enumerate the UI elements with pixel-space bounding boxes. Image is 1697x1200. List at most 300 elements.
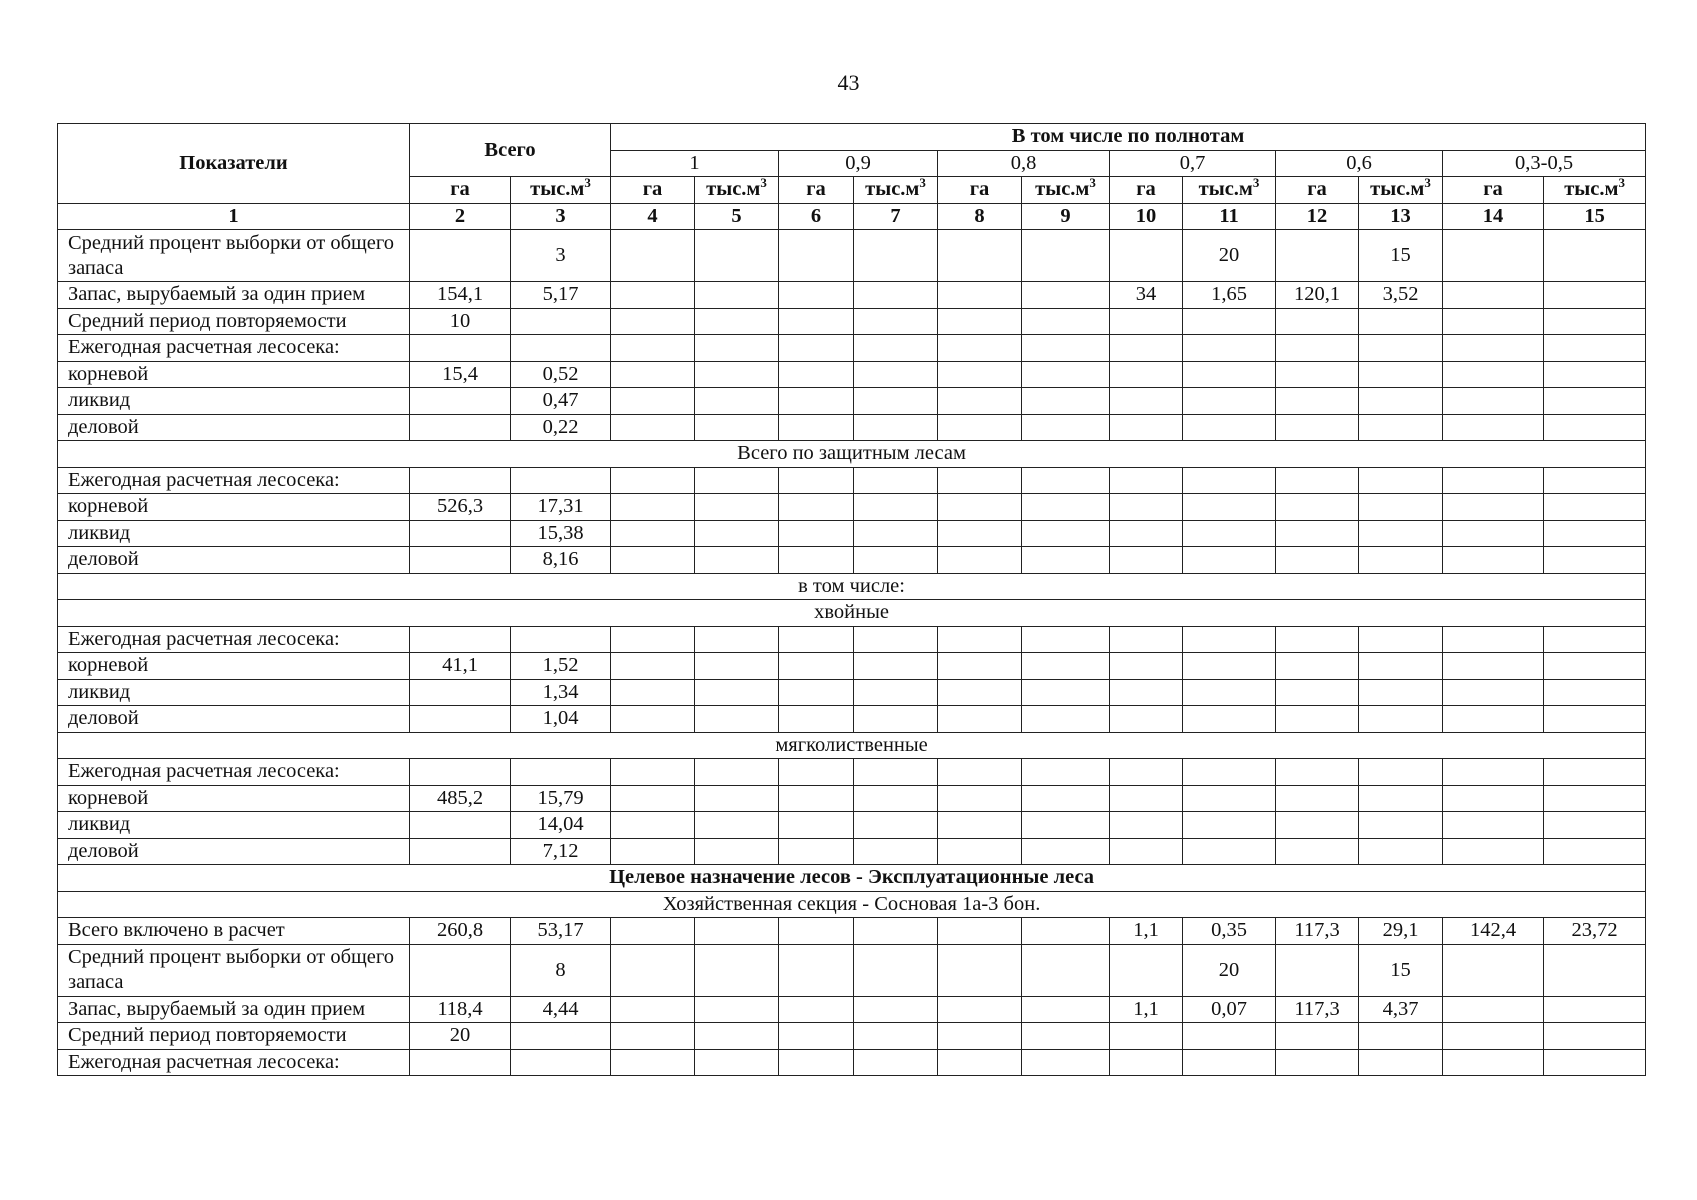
table-cell xyxy=(695,520,779,547)
table-cell xyxy=(1443,944,1544,996)
table-cell xyxy=(695,759,779,786)
table-cell xyxy=(854,812,938,839)
table-cell xyxy=(1022,759,1110,786)
table-cell xyxy=(1443,467,1544,494)
table-cell xyxy=(1359,626,1443,653)
row-label: Средний процент выборки от общего запаса xyxy=(58,944,410,996)
table-cell xyxy=(1022,547,1110,574)
table-cell: 260,8 xyxy=(410,918,511,945)
table-cell xyxy=(695,944,779,996)
row-label: ликвид xyxy=(58,520,410,547)
table-cell xyxy=(1544,838,1646,865)
table-cell xyxy=(695,547,779,574)
table-cell: 3 xyxy=(511,230,611,282)
table-cell xyxy=(1110,494,1183,521)
table-cell xyxy=(1544,679,1646,706)
table-cell xyxy=(410,944,511,996)
table-cell xyxy=(1022,944,1110,996)
header-total: Всего xyxy=(410,124,611,177)
table-cell xyxy=(1544,361,1646,388)
table-cell xyxy=(1022,361,1110,388)
table-cell xyxy=(611,414,695,441)
header-unit-volume xyxy=(854,177,938,204)
table-cell xyxy=(938,812,1022,839)
table-cell xyxy=(695,230,779,282)
row-label: деловой xyxy=(58,838,410,865)
table-cell xyxy=(511,308,611,335)
table-cell xyxy=(410,1049,511,1076)
table-cell xyxy=(938,388,1022,415)
table-cell xyxy=(1276,361,1359,388)
row-label: ликвид xyxy=(58,812,410,839)
table-cell xyxy=(695,679,779,706)
table-cell: 142,4 xyxy=(1443,918,1544,945)
table-cell xyxy=(1276,812,1359,839)
table-cell xyxy=(1183,414,1276,441)
table-cell: 0,07 xyxy=(1183,996,1276,1023)
table-cell xyxy=(854,414,938,441)
header-by-density: В том числе по полнотам xyxy=(611,124,1646,151)
table-row xyxy=(58,626,1646,653)
table-cell xyxy=(938,918,1022,945)
table-cell xyxy=(938,520,1022,547)
table-cell: 0,52 xyxy=(511,361,611,388)
section-title: хвойные xyxy=(58,600,1646,627)
table-cell xyxy=(611,520,695,547)
table-cell xyxy=(854,785,938,812)
table-row xyxy=(58,361,1646,388)
header-density-0: 1 xyxy=(611,150,779,177)
table-cell xyxy=(1183,812,1276,839)
table-row xyxy=(58,282,1646,309)
table-cell xyxy=(1276,838,1359,865)
table-cell xyxy=(1022,414,1110,441)
table-cell xyxy=(1022,785,1110,812)
table-cell xyxy=(410,679,511,706)
table-cell xyxy=(1443,414,1544,441)
table-cell xyxy=(1276,626,1359,653)
table-cell xyxy=(854,1023,938,1050)
header-unit-volume-exponent: 3 xyxy=(1618,176,1625,191)
table-cell xyxy=(1359,759,1443,786)
table-cell xyxy=(1022,1023,1110,1050)
table-cell xyxy=(1359,308,1443,335)
table-cell xyxy=(854,759,938,786)
table-cell xyxy=(1544,1049,1646,1076)
table-cell xyxy=(1443,230,1544,282)
table-cell xyxy=(1544,547,1646,574)
table-cell xyxy=(611,838,695,865)
table-cell xyxy=(1110,230,1183,282)
table-cell xyxy=(410,706,511,733)
table-cell xyxy=(1276,467,1359,494)
table-cell xyxy=(1276,547,1359,574)
table-cell xyxy=(1110,520,1183,547)
table-cell xyxy=(854,679,938,706)
section-row xyxy=(58,732,1646,759)
table-cell xyxy=(1276,1049,1359,1076)
header-unit-volume-exponent: 3 xyxy=(760,176,767,191)
table-cell xyxy=(511,335,611,362)
table-cell xyxy=(779,361,854,388)
table-cell xyxy=(938,626,1022,653)
header-unit-volume-text: тыс.м xyxy=(1370,178,1425,201)
table-cell xyxy=(1544,308,1646,335)
table-cell xyxy=(1022,996,1110,1023)
header-unit-volume xyxy=(511,177,611,204)
table-row xyxy=(58,679,1646,706)
table-cell: 154,1 xyxy=(410,282,511,309)
table-cell xyxy=(695,918,779,945)
table-cell xyxy=(779,230,854,282)
table-cell xyxy=(695,414,779,441)
table-cell xyxy=(1110,467,1183,494)
table-cell xyxy=(938,759,1022,786)
table-cell xyxy=(779,653,854,680)
column-number: 9 xyxy=(1022,203,1110,230)
table-cell xyxy=(1359,414,1443,441)
table-cell xyxy=(1183,494,1276,521)
table-cell xyxy=(1022,282,1110,309)
table-cell xyxy=(854,308,938,335)
table-cell xyxy=(611,812,695,839)
table-cell: 4,37 xyxy=(1359,996,1443,1023)
table-cell xyxy=(938,838,1022,865)
table-cell xyxy=(695,626,779,653)
table-cell xyxy=(1022,1049,1110,1076)
table-row xyxy=(58,230,1646,282)
table-cell: 7,12 xyxy=(511,838,611,865)
table-cell xyxy=(854,996,938,1023)
table-cell xyxy=(611,1023,695,1050)
table-cell xyxy=(1110,812,1183,839)
table-cell xyxy=(854,335,938,362)
table-cell xyxy=(1183,335,1276,362)
table-cell xyxy=(938,785,1022,812)
table-cell xyxy=(695,335,779,362)
header-density-2: 0,8 xyxy=(938,150,1110,177)
table-cell xyxy=(779,547,854,574)
section-title: Хозяйственная секция - Сосновая 1а-3 бон. xyxy=(58,891,1646,918)
table-cell xyxy=(1110,838,1183,865)
table-cell xyxy=(1359,785,1443,812)
table-cell xyxy=(611,361,695,388)
table-cell xyxy=(1443,1023,1544,1050)
table-cell xyxy=(1276,653,1359,680)
table-cell xyxy=(410,812,511,839)
table-cell xyxy=(854,467,938,494)
table-cell: 485,2 xyxy=(410,785,511,812)
table-cell xyxy=(854,1049,938,1076)
table-cell xyxy=(1443,706,1544,733)
table-cell xyxy=(1544,1023,1646,1050)
table-cell xyxy=(1359,653,1443,680)
header-unit-volume-text: тыс.м xyxy=(530,178,585,201)
table-cell xyxy=(611,944,695,996)
table-cell xyxy=(1359,1049,1443,1076)
column-number: 15 xyxy=(1544,203,1646,230)
table-cell xyxy=(1544,467,1646,494)
table-cell xyxy=(1443,785,1544,812)
table-cell xyxy=(611,653,695,680)
row-label: корневой xyxy=(58,494,410,521)
table-cell xyxy=(410,626,511,653)
table-cell: 15,38 xyxy=(511,520,611,547)
table-cell xyxy=(1276,1023,1359,1050)
table-cell xyxy=(1544,653,1646,680)
table-cell xyxy=(779,388,854,415)
row-label: Ежегодная расчетная лесосека: xyxy=(58,335,410,362)
table-cell: 15 xyxy=(1359,230,1443,282)
table-cell xyxy=(695,838,779,865)
table-cell xyxy=(779,494,854,521)
table-cell xyxy=(938,361,1022,388)
table-cell xyxy=(779,335,854,362)
table-cell xyxy=(695,467,779,494)
table-cell xyxy=(1022,706,1110,733)
table-cell xyxy=(611,785,695,812)
table-cell xyxy=(1183,388,1276,415)
table-cell xyxy=(1443,626,1544,653)
table-cell xyxy=(1359,467,1443,494)
table-cell: 20 xyxy=(410,1023,511,1050)
table-cell xyxy=(410,838,511,865)
table-cell xyxy=(1022,388,1110,415)
row-label: Всего включено в расчет xyxy=(58,918,410,945)
table-cell xyxy=(695,706,779,733)
table-cell xyxy=(1022,308,1110,335)
row-label: деловой xyxy=(58,706,410,733)
table-cell: 117,3 xyxy=(1276,996,1359,1023)
table-cell xyxy=(1022,230,1110,282)
table-cell xyxy=(1183,1049,1276,1076)
table-cell xyxy=(938,414,1022,441)
table-cell: 8,16 xyxy=(511,547,611,574)
table-cell xyxy=(695,282,779,309)
table-cell xyxy=(1022,918,1110,945)
table-cell xyxy=(1544,759,1646,786)
table-cell xyxy=(1359,1023,1443,1050)
header-density-1: 0,9 xyxy=(779,150,938,177)
header-density-5: 0,3-0,5 xyxy=(1443,150,1646,177)
table-cell xyxy=(1359,494,1443,521)
table-cell xyxy=(1110,944,1183,996)
table-row xyxy=(58,653,1646,680)
section-row xyxy=(58,441,1646,468)
table-cell xyxy=(1183,838,1276,865)
table-cell xyxy=(1183,547,1276,574)
table-row xyxy=(58,918,1646,945)
table-cell xyxy=(511,467,611,494)
table-cell: 4,44 xyxy=(511,996,611,1023)
table-row xyxy=(58,812,1646,839)
table-cell xyxy=(1359,706,1443,733)
table-cell xyxy=(854,520,938,547)
header-unit-ha: га xyxy=(1276,177,1359,204)
column-number: 14 xyxy=(1443,203,1544,230)
row-label: Запас, вырубаемый за один прием xyxy=(58,996,410,1023)
table-row xyxy=(58,414,1646,441)
table-cell xyxy=(1276,785,1359,812)
table-cell xyxy=(1110,335,1183,362)
header-unit-volume-exponent: 3 xyxy=(584,176,591,191)
table-cell xyxy=(410,414,511,441)
table-cell xyxy=(695,996,779,1023)
table-cell xyxy=(1359,335,1443,362)
table-cell xyxy=(854,282,938,309)
row-label: Ежегодная расчетная лесосека: xyxy=(58,626,410,653)
column-number: 5 xyxy=(695,203,779,230)
table-cell xyxy=(695,388,779,415)
table-cell xyxy=(1443,282,1544,309)
table-cell xyxy=(1544,414,1646,441)
column-number: 11 xyxy=(1183,203,1276,230)
section-title: мягколиственные xyxy=(58,732,1646,759)
table-cell: 1,1 xyxy=(1110,918,1183,945)
table-cell xyxy=(779,944,854,996)
table-cell xyxy=(938,653,1022,680)
section-title: Всего по защитным лесам xyxy=(58,441,1646,468)
table-cell: 1,52 xyxy=(511,653,611,680)
table-cell xyxy=(1359,838,1443,865)
section-row xyxy=(58,600,1646,627)
table-cell xyxy=(1183,361,1276,388)
table-cell xyxy=(854,944,938,996)
table-cell xyxy=(938,944,1022,996)
table-cell xyxy=(1183,653,1276,680)
table-cell xyxy=(854,838,938,865)
column-number: 4 xyxy=(611,203,695,230)
table-cell xyxy=(779,1049,854,1076)
table-row xyxy=(58,1049,1646,1076)
table-cell xyxy=(779,918,854,945)
header-unit-volume xyxy=(1022,177,1110,204)
table-cell xyxy=(1183,308,1276,335)
table-cell xyxy=(511,759,611,786)
table-cell xyxy=(779,520,854,547)
table-cell xyxy=(1544,626,1646,653)
table-cell xyxy=(1183,467,1276,494)
column-number: 10 xyxy=(1110,203,1183,230)
table-row xyxy=(58,759,1646,786)
row-label: корневой xyxy=(58,361,410,388)
table-cell xyxy=(1443,1049,1544,1076)
table-cell xyxy=(1022,626,1110,653)
table-cell: 15 xyxy=(1359,944,1443,996)
table-cell xyxy=(1359,388,1443,415)
table-cell xyxy=(611,679,695,706)
table-cell xyxy=(938,996,1022,1023)
table-row xyxy=(58,1023,1646,1050)
table-cell xyxy=(1544,785,1646,812)
table-cell xyxy=(854,626,938,653)
table-row xyxy=(58,838,1646,865)
table-cell xyxy=(611,388,695,415)
table-cell xyxy=(854,918,938,945)
section-row xyxy=(58,891,1646,918)
table-cell xyxy=(1276,308,1359,335)
header-unit-ha: га xyxy=(611,177,695,204)
table-cell xyxy=(611,626,695,653)
header-indicators: Показатели xyxy=(58,124,410,204)
table-cell xyxy=(854,388,938,415)
table-cell xyxy=(854,653,938,680)
table-cell xyxy=(1544,230,1646,282)
table-cell xyxy=(1276,520,1359,547)
table-row xyxy=(58,520,1646,547)
table-cell xyxy=(1022,467,1110,494)
column-number: 2 xyxy=(410,203,511,230)
table-cell xyxy=(1544,944,1646,996)
table-cell xyxy=(511,1049,611,1076)
row-label: корневой xyxy=(58,785,410,812)
header-unit-ha: га xyxy=(938,177,1022,204)
header-density-3: 0,7 xyxy=(1110,150,1276,177)
table-cell xyxy=(1276,494,1359,521)
header-unit-volume xyxy=(1544,177,1646,204)
header-density-4: 0,6 xyxy=(1276,150,1443,177)
table-cell xyxy=(1544,706,1646,733)
table-row xyxy=(58,547,1646,574)
table-row xyxy=(58,494,1646,521)
table-cell xyxy=(410,388,511,415)
table-cell xyxy=(938,706,1022,733)
table-row xyxy=(58,308,1646,335)
table-cell xyxy=(611,547,695,574)
table-cell xyxy=(1443,335,1544,362)
table-cell xyxy=(1022,494,1110,521)
table-row xyxy=(58,944,1646,996)
table-cell xyxy=(779,838,854,865)
table-cell xyxy=(1110,308,1183,335)
table-cell xyxy=(1544,996,1646,1023)
table-cell xyxy=(1022,335,1110,362)
table-cell xyxy=(611,282,695,309)
table-cell xyxy=(1183,759,1276,786)
table-cell: 1,34 xyxy=(511,679,611,706)
table-cell xyxy=(1183,626,1276,653)
table-cell xyxy=(938,230,1022,282)
table-cell xyxy=(611,308,695,335)
table-row xyxy=(58,467,1646,494)
table-cell xyxy=(695,308,779,335)
row-label: Ежегодная расчетная лесосека: xyxy=(58,759,410,786)
table-cell xyxy=(1276,414,1359,441)
table-cell: 14,04 xyxy=(511,812,611,839)
table-row xyxy=(58,996,1646,1023)
table-cell xyxy=(779,785,854,812)
table-cell xyxy=(1443,838,1544,865)
table-cell xyxy=(695,812,779,839)
table-cell xyxy=(1443,996,1544,1023)
table-cell: 15,4 xyxy=(410,361,511,388)
table-cell: 0,22 xyxy=(511,414,611,441)
table-cell xyxy=(1443,388,1544,415)
header-unit-ha: га xyxy=(779,177,854,204)
table-row xyxy=(58,335,1646,362)
table-cell xyxy=(938,467,1022,494)
table-cell xyxy=(410,547,511,574)
table-cell xyxy=(1276,388,1359,415)
table-row xyxy=(58,785,1646,812)
table-cell xyxy=(1359,520,1443,547)
table-cell: 23,72 xyxy=(1544,918,1646,945)
row-label: Ежегодная расчетная лесосека: xyxy=(58,467,410,494)
table-cell: 17,31 xyxy=(511,494,611,521)
table-cell xyxy=(938,547,1022,574)
row-label: ликвид xyxy=(58,679,410,706)
table-cell: 15,79 xyxy=(511,785,611,812)
